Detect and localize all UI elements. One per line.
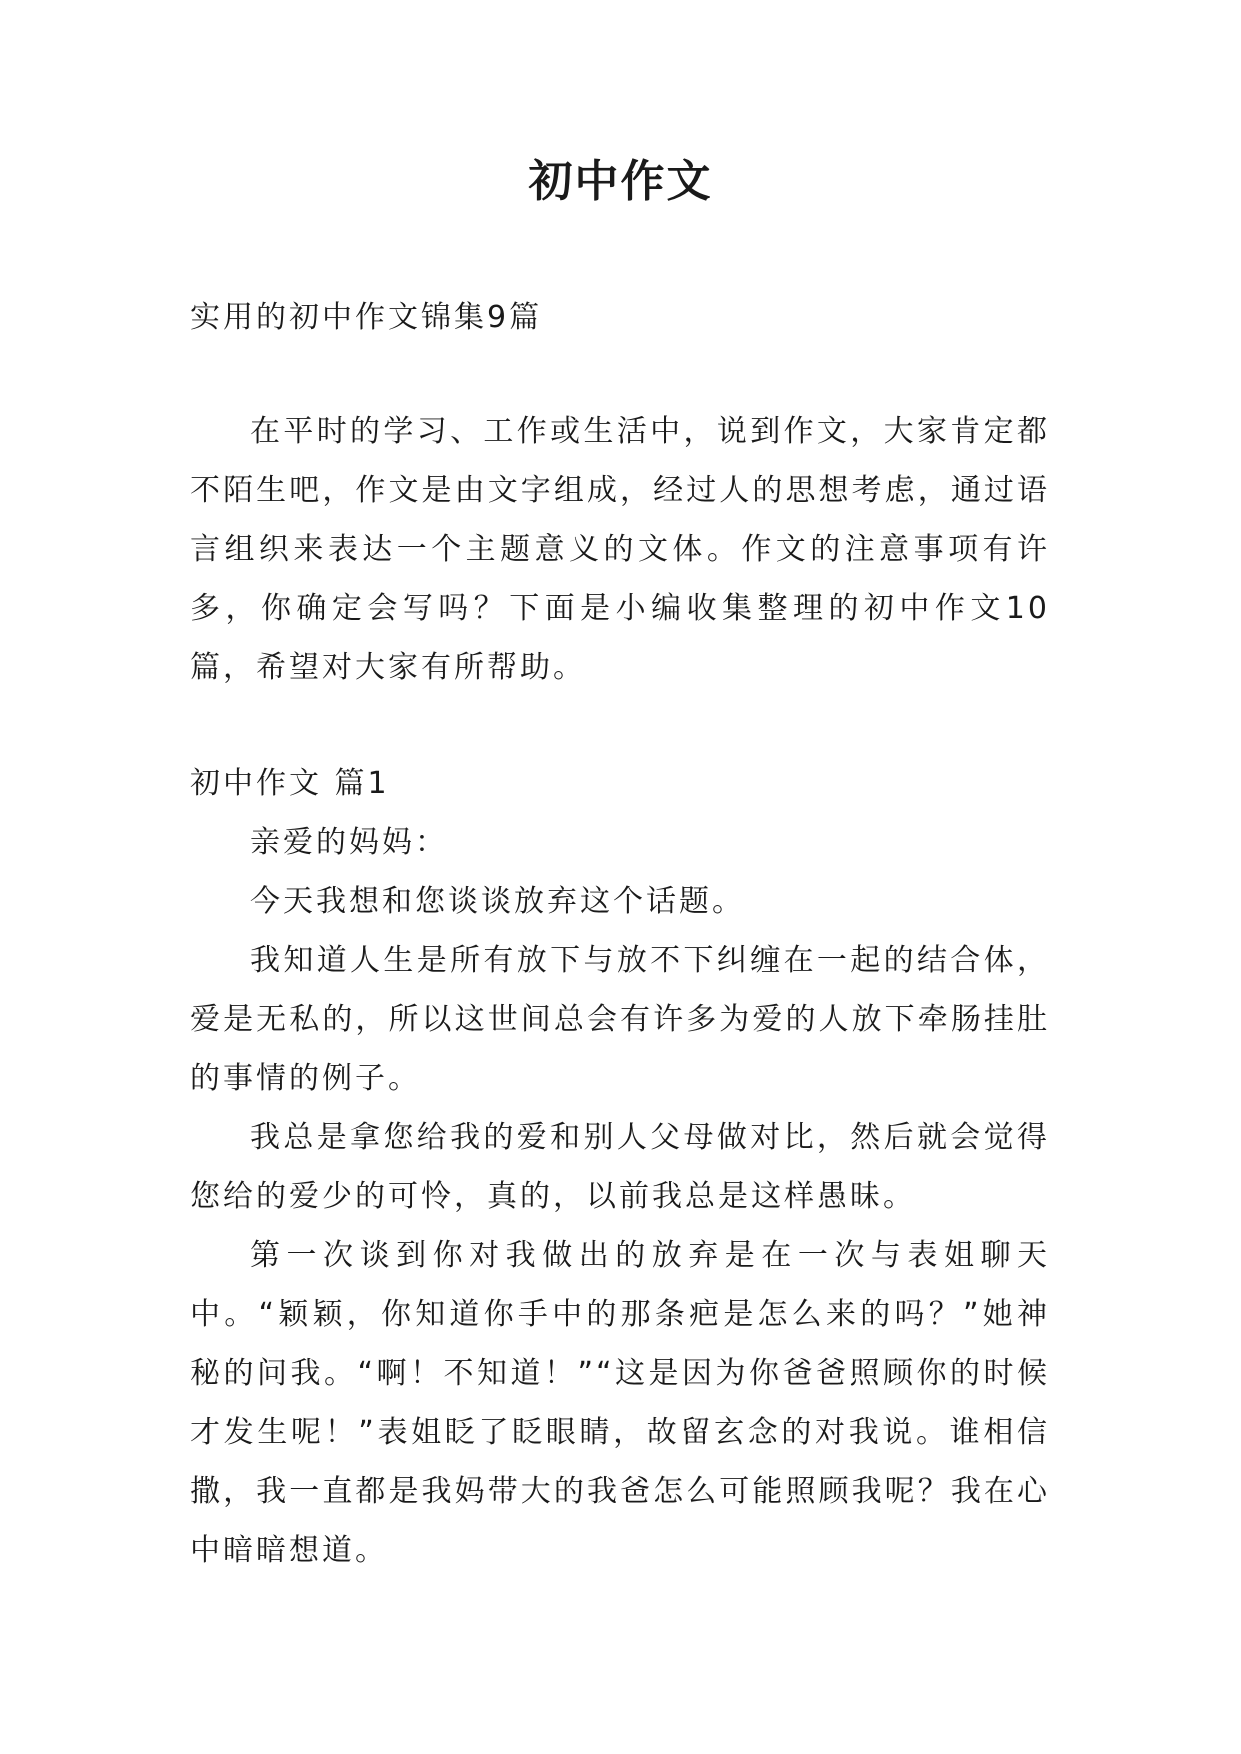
body-paragraph: 今天我想和您谈谈放弃这个话题。 bbox=[250, 884, 745, 919]
document-title: 初中作文 bbox=[528, 156, 713, 207]
body-paragraph: 第一次谈到你对我做出的放弃是在一次与表姐聊天中。“颖颖，你知道你手中的那条疤是怎么来的吗？”她神秘的问我。“啊！不知道！”“这是因为你爸爸照顾你的时候才发生呢！”表姐眨了眨眼睛，故留玄念的对我说。谁相信撒，我一直都是我妈带大的我爸怎么可能照顾我呢？我在心中暗暗想道。 bbox=[190, 1238, 1050, 1568]
section-heading: 初中作文 篇1 bbox=[190, 766, 390, 801]
body-paragraph: 我总是拿您给我的爱和别人父母做对比，然后就会觉得您给的爱少的可怜，真的，以前我总是这样愚昧。 bbox=[190, 1120, 1050, 1214]
intro-paragraph: 在平时的学习、工作或生活中，说到作文，大家肯定都不陌生吧，作文是由文字组成，经过人的思想考虑，通过语言组织来表达一个主题意义的文体。作文的注意事项有许多，你确定会写吗？下面是小编收集整理的初中作文10篇，希望对大家有所帮助。 bbox=[190, 414, 1050, 685]
body-paragraph: 我知道人生是所有放下与放不下纠缠在一起的结合体，爱是无私的，所以这世间总会有许多为爱的人放下牵肠挂肚的事情的例子。 bbox=[190, 943, 1050, 1096]
document-subtitle: 实用的初中作文锦集9篇 bbox=[190, 300, 543, 335]
essay-section bbox=[190, 754, 1050, 1580]
body-paragraph: 亲爱的妈妈： bbox=[250, 825, 448, 860]
intro-paragraph-block bbox=[190, 402, 1050, 697]
